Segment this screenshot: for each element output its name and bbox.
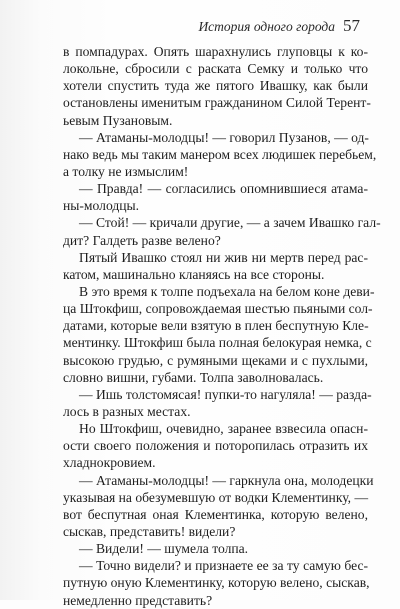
text-line: — Точно видели? и признаете ее за ту самую бес- [79,558,368,574]
text-line: ьевым Пузановым. [63,112,173,128]
running-head [198,16,360,36]
text-line: — Атаманы-молодцы! — гаркнула она, молодецки [79,472,374,488]
text-line: остановлены именитым гражданином Силой Терент- [63,95,371,111]
text-line: указывая на обезумевшую от водки Клементинку, — [63,489,369,505]
text-line: а толку не измыслим! [63,163,189,179]
text-line: датами, которые вели взятую в плен беспутную Кле- [63,318,369,334]
body-text [63,43,381,609]
text-line: высокою грудью, с румяными щеками и с пухлыми, [63,352,368,368]
text-line: дит? Галдеть разве велено? [63,232,221,248]
text-line: лось в разных местах. [63,403,191,419]
text-line: словно вишни, губами. Толпа заволновалась. [63,369,324,385]
text-line: ны-молодцы. [63,198,140,214]
text-line: ости своего положения и поторопилась отразить их [63,438,368,454]
text-line: Но Штокфиш, очевидно, заранее взвесила опасн- [79,421,368,437]
text-line: ца Штокфиш, сопровождаемая шестью пьяными сол- [63,301,373,317]
text-line: — Стой! — кричали другие, — а зачем Ивашко гал- [79,215,381,231]
text-line: Пятый Ивашко стоял ни жив ни мертв перед рас- [79,249,368,265]
text-line: локольне, сбросили с раската Семку и только что [63,61,368,77]
text-line: катом, машинально кланяясь на все стороны. [63,266,325,282]
text-line: хладнокровием. [63,455,156,471]
running-title: История одного города [198,19,335,34]
text-line: — Видели! — шумела толпа. [79,541,249,557]
text-line: вот беспутная оная Клементинка, которую велено, [63,506,368,522]
page-number: 57 [343,16,360,35]
text-line: В это время к толпе подъехала на белом коне деви- [79,283,375,299]
text-line: — Ишь толстомясая! пупки-то нагуляла! — разда- [79,386,372,402]
text-line: хотели спустить туда же пятого Ивашку, как были [63,78,368,94]
text-line: в помпадурах. Опять шарахнулись глуповцы к ко- [63,44,368,59]
text-line: ментинку. Штокфиш была полная белокурая немка, с [63,335,372,351]
text-line: сыскав, представить! видели? [63,523,236,539]
text-line: немедленно представить? [63,592,213,608]
text-line: — Правда! — согласились опомнившиеся атама- [79,181,368,197]
text-line: путную оную Клементинку, которую велено, сыскав, [63,575,370,591]
text-line: — Атаманы-молодцы! — говорил Пузанов, — од- [79,129,369,145]
text-line: нако ведь мы таким манером всех людишек перебьем, [63,146,377,162]
